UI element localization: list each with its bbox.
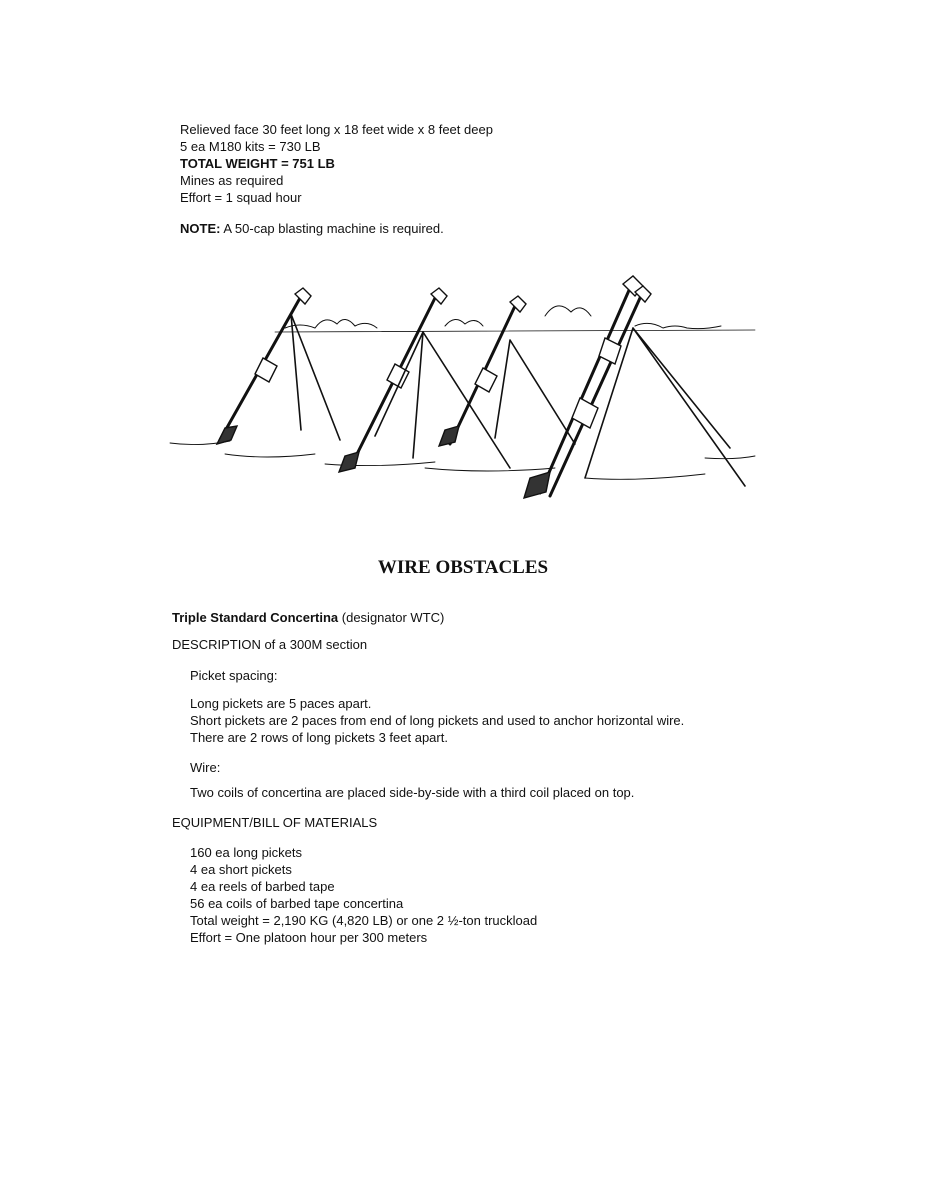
picket-line: Short pickets are 2 paces from end of long pickets and used to anchor horizontal wire.	[190, 713, 685, 728]
picket-line: There are 2 rows of long pickets 3 feet apart.	[190, 730, 448, 745]
obstacle-designator: (designator WTC)	[338, 610, 445, 625]
spec-line: TOTAL WEIGHT = 751 LB	[180, 156, 335, 171]
picket-spacing-lines	[190, 695, 684, 746]
material-item: Total weight = 2,190 KG (4,820 LB) or one 2 ½-ton truckload	[190, 913, 538, 928]
picket-spacing-label: Picket spacing:	[190, 668, 278, 683]
material-item: 4 ea short pickets	[190, 862, 292, 877]
spec-line: Effort = 1 squad hour	[180, 190, 302, 205]
wire-description: Two coils of concertina are placed side-by-side with a third coil placed on top.	[190, 785, 635, 800]
material-item: 56 ea coils of barbed tape concertina	[190, 896, 404, 911]
note-label: NOTE:	[180, 221, 221, 236]
description-heading: DESCRIPTION of a 300M section	[172, 637, 368, 652]
m180-demolition-kits-on-tripods-illustration	[165, 268, 765, 518]
note	[180, 220, 444, 237]
material-item: 4 ea reels of barbed tape	[190, 879, 335, 894]
wire-label: Wire:	[190, 760, 221, 775]
note-text: A 50-cap blasting machine is required.	[220, 221, 444, 236]
obstacle-title	[172, 609, 444, 626]
picket-line: Long pickets are 5 paces apart.	[190, 696, 372, 711]
material-item: Effort = One platoon hour per 300 meters	[190, 930, 428, 945]
spec-line: 5 ea M180 kits = 730 LB	[180, 139, 321, 154]
equipment-heading: EQUIPMENT/BILL OF MATERIALS	[172, 815, 378, 830]
section-title: WIRE OBSTACLES	[377, 557, 549, 578]
materials-list	[190, 844, 537, 946]
material-item: 160 ea long pickets	[190, 845, 303, 860]
spec-line: Relieved face 30 feet long x 18 feet wide x 8 feet deep	[180, 122, 493, 137]
specs-block	[180, 121, 493, 206]
spec-line: Mines as required	[180, 173, 284, 188]
obstacle-name: Triple Standard Concertina	[172, 610, 339, 625]
